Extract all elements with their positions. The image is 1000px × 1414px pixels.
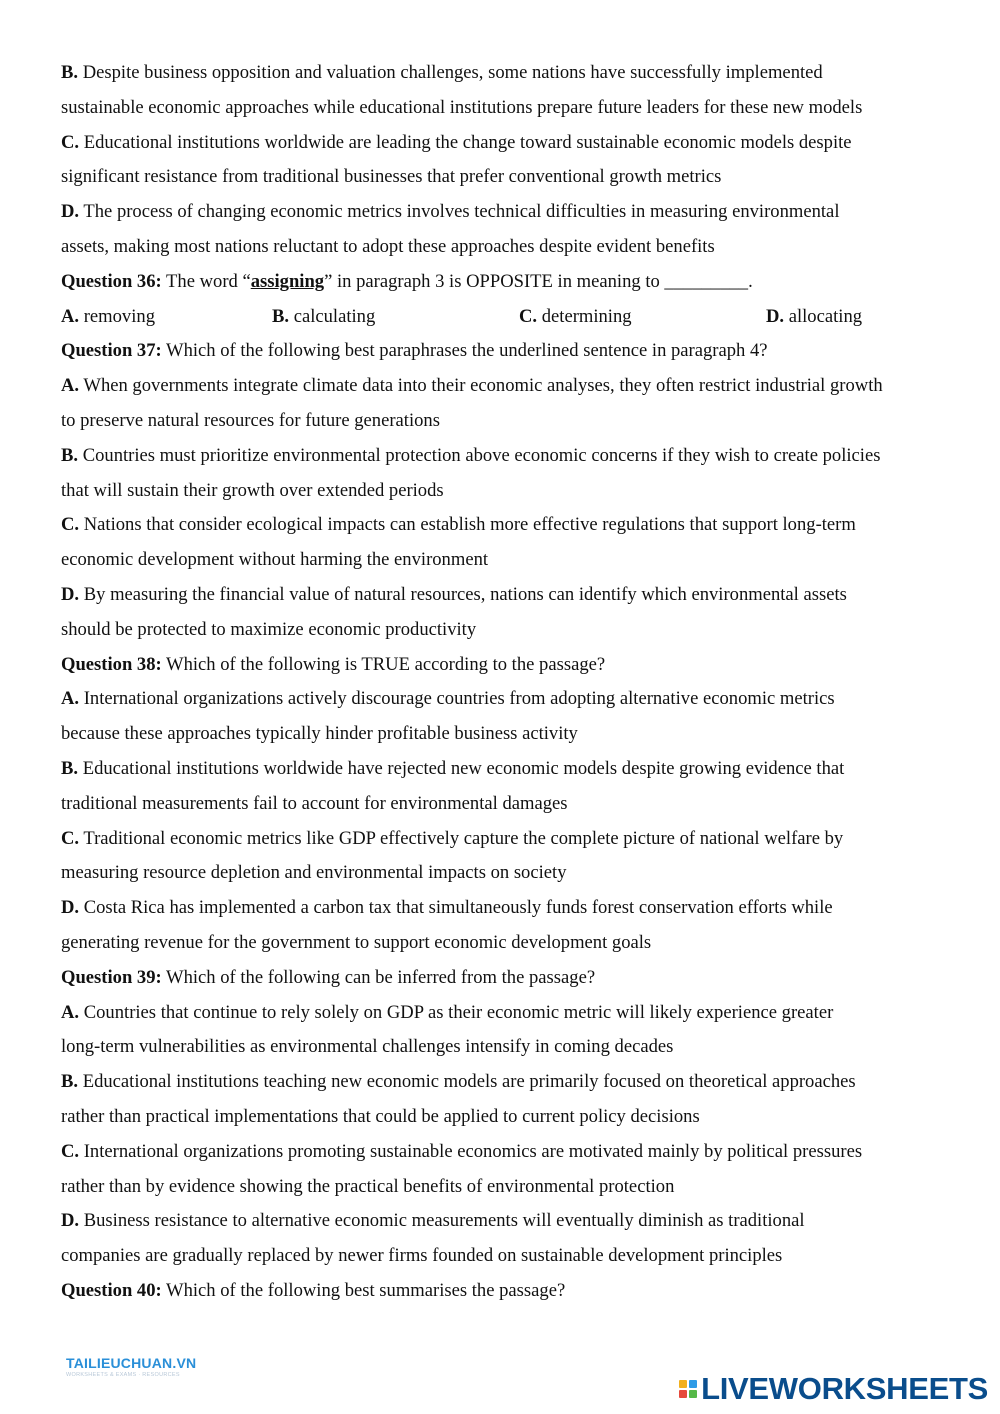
question-label: Question 39:	[61, 966, 162, 988]
q39-option-a[interactable]: A. Countries that continue to rely solely on GDP as their economic metric will likely experience greater long-term vulnerabilities as environmental challenges intensify in coming decades	[61, 1001, 834, 1058]
option-text: Educational institutions worldwide are leading the change toward sustainable economic models despite	[83, 131, 852, 153]
tailieuchuan-brand: TAILIEUCHUAN	[66, 1355, 173, 1371]
q38-option-b[interactable]: B. Educational institutions worldwide have rejected new economic models despite growing evidence that traditional measurements fail to account for environmental damages	[61, 757, 845, 814]
tailieuchuan-tagline: WORKSHEETS & EXAMS · RESOURCES	[66, 1372, 180, 1378]
option-label: D.	[61, 201, 80, 223]
question-label: Question 37:	[61, 340, 162, 362]
q37-option-a[interactable]: A. When governments integrate climate data into their economic analyses, they often restrict industrial growth to preserve natural resources for future generations	[61, 375, 883, 431]
question-text: Which of the following can be inferred from the passage?	[161, 966, 596, 988]
option-label: B.	[61, 62, 79, 83]
question-38-stem	[61, 648, 951, 683]
q36-option-c[interactable]: C. determining	[519, 305, 632, 327]
question-36-stem	[61, 265, 951, 300]
question-label: Question 38:	[61, 653, 162, 675]
q39-option-d[interactable]: D. Business resistance to alternative economic measurements will eventually diminish as traditional companies are gradually replaced by newer firms founded on sustainable development principles	[61, 1210, 805, 1267]
option-text-cont: significant resistance from traditional businesses that prefer conventional growth metrics	[61, 166, 722, 188]
tailieuchuan-suffix: .VN	[172, 1355, 197, 1371]
question-text: Which of the following is TRUE according to the passage?	[161, 653, 606, 675]
question-text-end: ” in paragraph 3 is OPPOSITE in meaning to _________.	[324, 270, 753, 292]
tailieuchuan-logo	[66, 1355, 196, 1378]
q39-option-b[interactable]: B. Educational institutions teaching new economic models are primarily focused on theoretical approaches rather than practical implementations that could be applied to current policy decisions	[61, 1071, 856, 1127]
option-text: The process of changing economic metrics involves technical difficulties in measuring environmental	[83, 201, 840, 223]
q37-option-d[interactable]: D. By measuring the financial value of natural resources, nations can identify which environmental assets should be protected to maximize economic productivity	[61, 583, 847, 640]
option-text-cont: assets, making most nations reluctant to adopt these approaches despite evident benefits	[61, 235, 715, 257]
liveworksheets-icon	[679, 1380, 697, 1398]
underlined-keyword: assigning	[250, 270, 325, 292]
q37-option-b[interactable]: B. Countries must prioritize environmental protection above economic concerns if they wish to create policies that will sustain their growth over extended periods	[61, 444, 881, 501]
q35-option-c[interactable]	[61, 126, 951, 196]
option-text-cont: sustainable economic approaches while educational institutions prepare future leaders for these new models	[61, 96, 863, 118]
question-40-stem	[61, 1274, 951, 1309]
option-text: Despite business opposition and valuation challenges, some nations have successfully implemented	[82, 62, 823, 83]
question-39-stem	[61, 961, 951, 996]
question-label: Question 36:	[61, 270, 162, 292]
worksheet-page	[61, 56, 951, 1309]
liveworksheets-logo	[679, 1372, 988, 1406]
question-text: Which of the following best paraphrases the underlined sentence in paragraph 4?	[161, 340, 768, 362]
q38-option-c[interactable]: C. Traditional economic metrics like GDP effectively capture the complete picture of national welfare by measuring resource depletion and environmental impacts on society	[61, 827, 844, 884]
question-label: Question 40:	[61, 1279, 162, 1301]
option-label: C.	[61, 131, 80, 153]
q35-option-b[interactable]	[61, 56, 951, 126]
q35-option-d[interactable]	[61, 195, 951, 265]
q38-option-a[interactable]: A. International organizations actively discourage countries from adopting alternative economic metrics because these approaches typically hinder profitable business activity	[61, 688, 835, 745]
q36-option-b[interactable]: B. calculating	[272, 305, 376, 327]
question-text: The word “	[161, 270, 251, 292]
question-37-stem	[61, 334, 951, 369]
q38-option-d[interactable]: D. Costa Rica has implemented a carbon tax that simultaneously funds forest conservation efforts while generating revenue for the government to support economic development goals	[61, 897, 833, 953]
question-36-options	[61, 300, 951, 335]
q37-option-c[interactable]: C. Nations that consider ecological impacts can establish more effective regulations that support long-term economic development without harming the environment	[61, 514, 856, 571]
q36-option-d[interactable]: D. allocating	[766, 305, 863, 327]
q39-option-c[interactable]: C. International organizations promoting sustainable economics are motivated mainly by political pressures rather than by evidence showing the practical benefits of environmental protection	[61, 1140, 863, 1197]
q36-option-a[interactable]: A. removing	[61, 305, 155, 327]
question-text: Which of the following best summarises the passage?	[161, 1279, 566, 1301]
liveworksheets-brand: LIVEWORKSHEETS	[701, 1371, 988, 1406]
